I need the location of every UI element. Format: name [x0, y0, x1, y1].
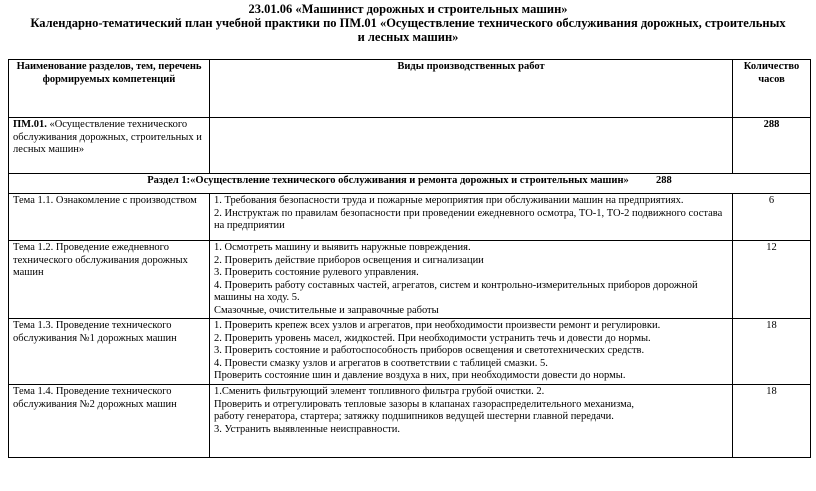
topic-hours: 6: [733, 194, 811, 241]
work-item: Проверить и отрегулировать тепловые зазоры в клапанах газораспределительного механизма,: [214, 398, 634, 410]
topic-works: [210, 319, 733, 385]
pm-code: ПМ.01.: [13, 119, 47, 130]
section-row: [9, 174, 811, 194]
work-item: работу генератора, стартера; затяжку подшипников ведущей шестерни главной передачи.: [214, 411, 614, 422]
header-works: Виды производственных работ: [210, 60, 733, 118]
topic-name: Тема 1.1. Ознакомление с производством: [9, 194, 210, 241]
section-title: Раздел 1:«Осуществление технического обслуживания и ремонта дорожных и строительных машин»: [147, 175, 629, 186]
document-subtitle-line1: Календарно-тематический план учебной практики по ПМ.01 «Осуществление технического обслуживания дорожных, строительных: [30, 16, 786, 30]
work-item: 1. Осмотреть машину и выявить наружные повреждения.: [214, 242, 471, 253]
work-item: 2. Проверить действие приборов освещения и сигнализации: [214, 254, 484, 266]
document-subtitle-line2: и лесных машин»: [357, 30, 459, 44]
work-item: 4. Проверить работу составных частей, агрегатов, систем и контрольно-измерительных приборов дорожной машины на ходу. 5.: [214, 279, 698, 303]
topic-name: Тема 1.4. Проведение технического обслуживания №2 дорожных машин: [9, 385, 210, 458]
pm-hours: 288: [733, 118, 811, 174]
pm-row: [9, 118, 811, 174]
document-header: [0, 2, 816, 44]
table-row: [9, 319, 811, 385]
header-hours: Количество часов: [733, 60, 811, 118]
work-item: 4. Провести смазку узлов и агрегатов в соответствии с таблицей смазки. 5.: [214, 357, 548, 369]
pm-name: «Осуществление технического обслуживания дорожных, строительных и лесных машин»: [13, 119, 202, 155]
plan-table: [8, 59, 811, 458]
topic-name: Тема 1.3. Проведение технического обслуживания №1 дорожных машин: [9, 319, 210, 385]
section-hours: 288: [656, 175, 672, 186]
work-item: 3. Проверить состояние рулевого управления.: [214, 267, 419, 278]
table-row: [9, 385, 811, 458]
topic-works: [210, 385, 733, 458]
document-title: 23.01.06 «Машинист дорожных и строительных машин»: [248, 2, 568, 16]
work-item: 3. Устранить выявленные неисправности.: [214, 423, 401, 435]
topic-name: Тема 1.2. Проведение ежедневного технического обслуживания дорожных машин: [9, 241, 210, 319]
table-row: [9, 241, 811, 319]
pm-name-cell: [9, 118, 210, 174]
work-item: 1.Сменить фильтрующий элемент топливного фильтра грубой очистки. 2.: [214, 386, 545, 397]
work-item: Смазочные, очистительные и заправочные работы: [214, 304, 439, 316]
work-item: 1. Требования безопасности труда и пожарные мероприятия при обслуживании машин на предприятиях.: [214, 195, 684, 206]
work-item: 3. Проверить состояние и работоспособность приборов освещения и светотехнических средств.: [214, 345, 645, 356]
topic-hours: 18: [733, 319, 811, 385]
topic-works: [210, 241, 733, 319]
topic-hours: 12: [733, 241, 811, 319]
work-item: 2. Проверить уровень масел, жидкостей. При необходимости устранить течь и довести до нормы.: [214, 332, 651, 344]
pm-works-cell: [210, 118, 733, 174]
work-item: Проверить состояние шин и давление воздуха в них, при необходимости довести до нормы.: [214, 370, 626, 381]
header-sections: Наименование разделов, тем, перечень формируемых компетенций: [9, 60, 210, 118]
table-row: [9, 194, 811, 241]
work-item: 2. Инструктаж по правилам безопасности при проведении ежедневного осмотра, ТО-1, ТО-2 подвижного состава на предприятии: [214, 207, 723, 231]
table-header-row: [9, 60, 811, 118]
section-cell: [9, 174, 811, 194]
topic-works: [210, 194, 733, 241]
work-item: 1. Проверить крепеж всех узлов и агрегатов, при необходимости произвести ремонт и регулировки.: [214, 320, 661, 331]
topic-hours: 18: [733, 385, 811, 458]
